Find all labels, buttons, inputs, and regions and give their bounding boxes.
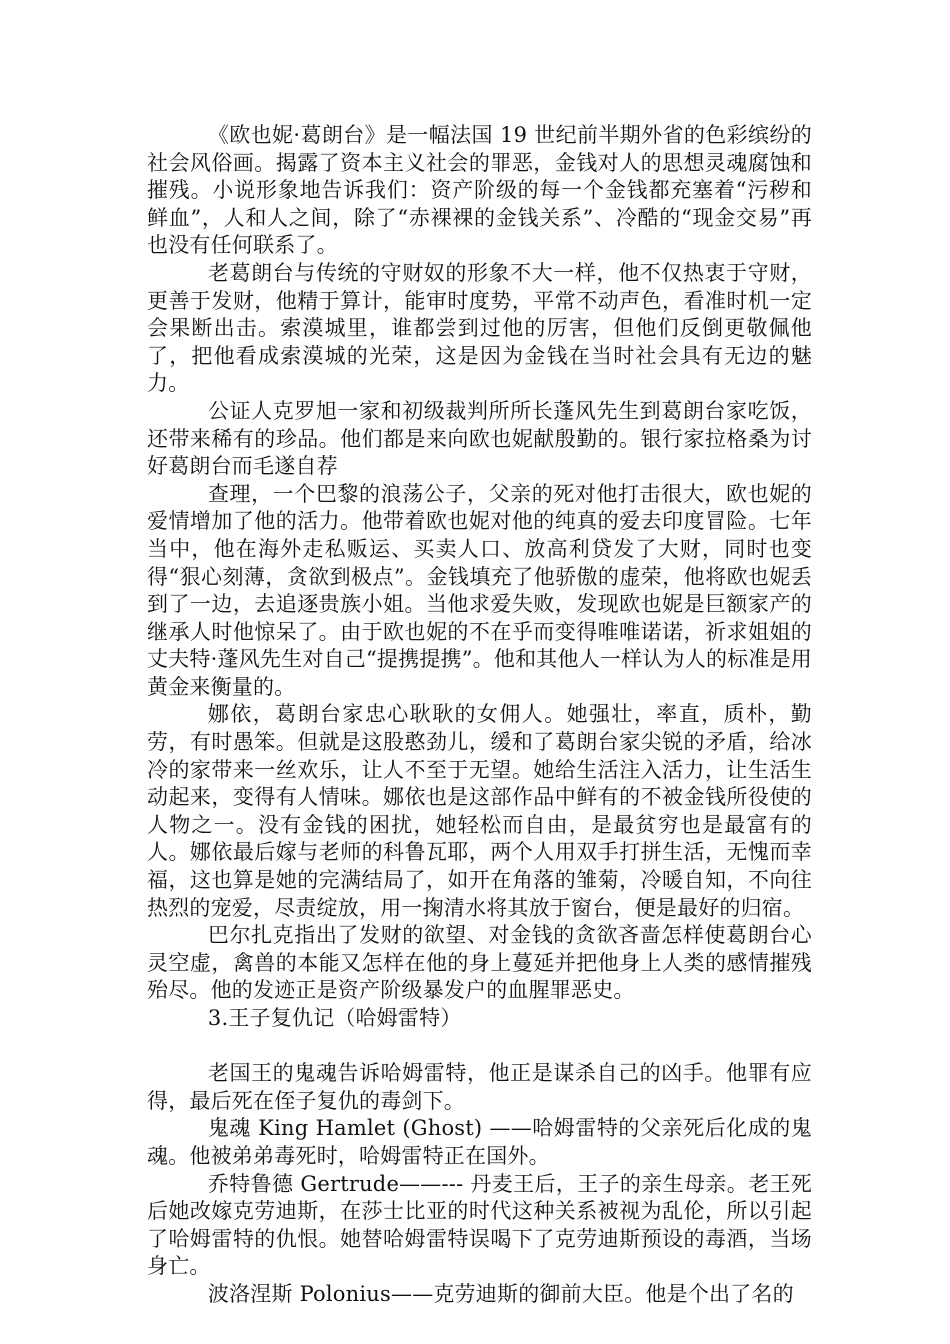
paragraph-notary-cruchot: 公证人克罗旭一家和初级裁判所所长蓬风先生到葛朗台家吃饭，还带来稀有的珍品。他们都是来向欧也妮献殷勤的。银行家拉格桑为讨好葛朗台而毛遂自荐 — [147, 398, 812, 479]
document-page — [147, 122, 812, 1309]
paragraph-charles: 查理，一个巴黎的浪荡公子，父亲的死对他打击很大，欧也妮的爱情增加了他的活力。他带着欧也妮对他的纯真的爱去印度冒险。七年当中，他在海外走私贩运、买卖人口、放高利贷发了大财，同时也变得“狠心刻薄，贪欲到极点”。金钱填充了他骄傲的虚荣，他将欧也妮丢到了一边，去追逐贵族小姐。当他求爱失败，发现欧也妮是巨额家产的继承人时他惊呆了。由于欧也妮的不在乎而变得唯唯诺诺，祈求姐姐的丈夫特·蓬风先生对自己“提携提携”。他和其他人一样认为人的标准是用黄金来衡量的。 — [147, 481, 812, 699]
paragraph-balzac-summary: 巴尔扎克指出了发财的欲望、对金钱的贪欲吝啬怎样使葛朗台心灵空虚，禽兽的本能又怎样在他的身上蔓延并把他身上人类的感情摧残殆尽。他的发迹正是资产阶级暴发户的血腥罪恶史。 — [147, 923, 812, 1003]
section-heading-hamlet: 3.王子复仇记（哈姆雷特） — [207, 1006, 462, 1030]
paragraph-polonius: 波洛涅斯 Polonius——克劳迪斯的御前大臣。他是个出了名的 — [207, 1281, 794, 1306]
blank-line — [147, 1033, 812, 1061]
paragraph-nanon: 娜依，葛朗台家忠心耿耿的女佣人。她强壮，率直，质朴，勤劳，有时愚笨。但就是这股憨劲儿，缓和了葛朗台家尖锐的矛盾，给冰冷的家带来一丝欢乐，让人不至于无望。她给生活注入活力，让生活生动起来，变得有人情味。娜依也是这部作品中鲜有的不被金钱所役使的人物之一。没有金钱的困扰，她轻松而自由，是最贫穷也是最富有的人。娜依最后嫁与老师的科鲁瓦耶，两个人用双手打拼生活，无愧而幸福，这也算是她的完满结局了，如开在角落的雏菊，冷暖自知，不向往热烈的宠爱，尽责绽放，用一掬清水将其放于窗台，便是最好的归宿。 — [147, 702, 812, 920]
paragraph-eugenie-intro: 《欧也妮·葛朗台》是一幅法国 19 世纪前半期外省的色彩缤纷的社会风俗画。揭露了资本主义社会的罪恶，金钱对人的思想灵魂腐蚀和摧残。小说形象地告诉我们：资产阶级的每一个金钱都充塞着“污秽和鲜血”，人和人之间，除了“赤裸裸的金钱关系”、冷酷的“现金交易”再也没有任何联系了。 — [147, 123, 812, 258]
paragraph-gertrude: 乔特鲁德 Gertrude——--- 丹麦王后，王子的亲生母亲。老王死后她改嫁克劳迪斯，在莎士比亚的时代这种关系被视为乱伦，所以引起了哈姆雷特的仇恨。她替哈姆雷特误喝下了克劳迪斯预设的毒酒，当场身亡。 — [147, 1171, 812, 1279]
paragraph-ghost-character: 鬼魂 King Hamlet (Ghost) ——哈姆雷特的父亲死后化成的鬼魂。他被弟弟毒死时，哈姆雷特正在国外。 — [147, 1116, 812, 1168]
paragraph-old-grandet: 老葛朗台与传统的守财奴的形象不大一样，他不仅热衷于守财，更善于发财，他精于算计，能审时度势，平常不动声色，看准时机一定会果断出击。索漠城里，谁都尝到过他的厉害，但他们反倒更敬佩他了，把他看成索漠城的光荣，这是因为金钱在当时社会具有无边的魅力。 — [147, 260, 812, 396]
paragraph-ghost-story: 老国王的鬼魂告诉哈姆雷特，他正是谋杀自己的凶手。他罪有应得，最后死在侄子复仇的毒剑下。 — [147, 1061, 812, 1113]
